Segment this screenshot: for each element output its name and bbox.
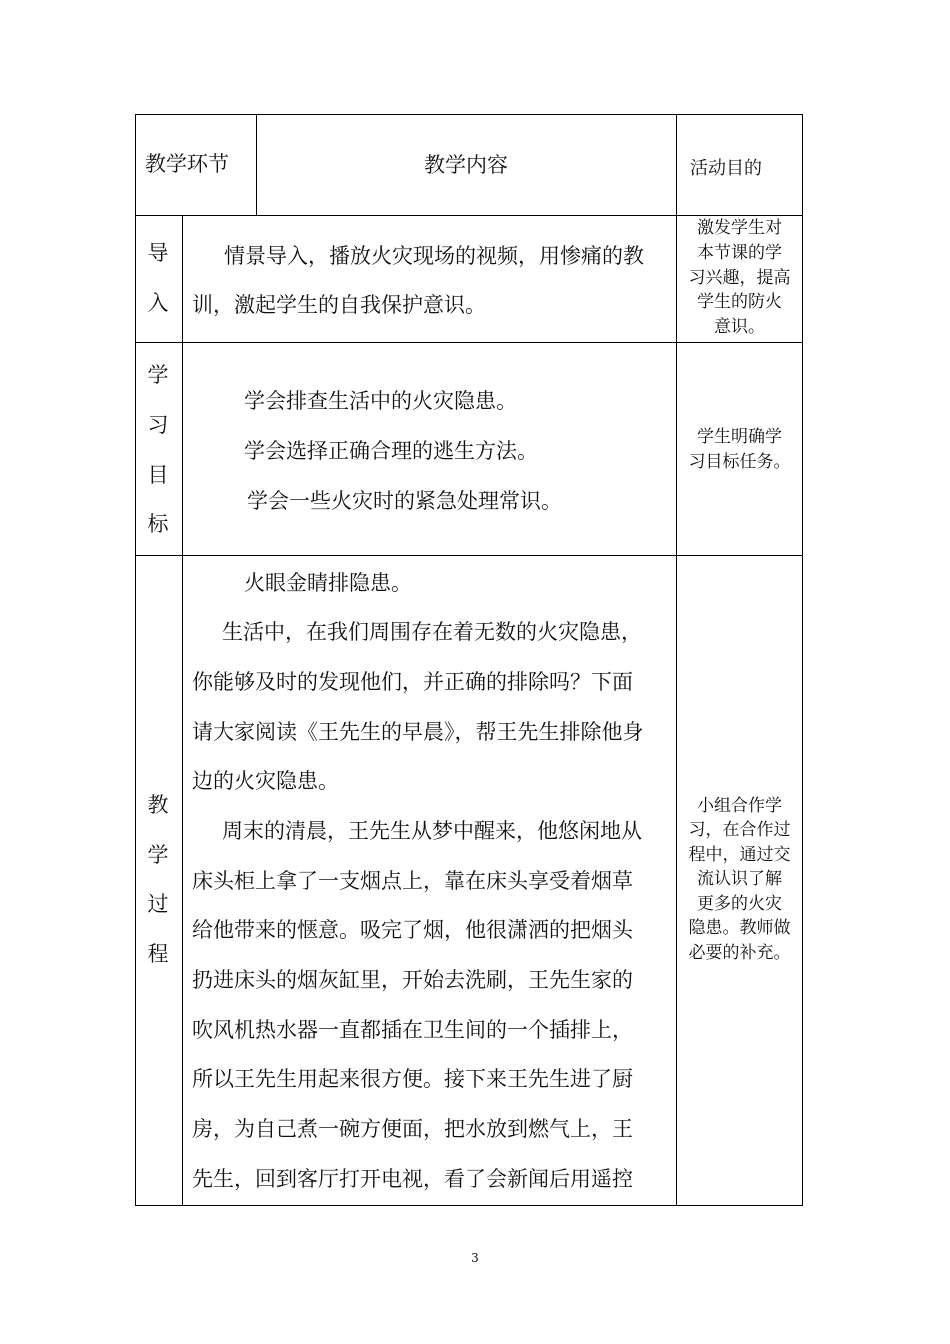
goals-label-char: 学 (147, 363, 169, 387)
process-text-line: 你能够及时的发现他们，并正确的排除吗？下面 (192, 670, 633, 694)
process-purpose-line: 流认识了解 (697, 869, 782, 889)
header-purpose-label: 活动目的 (690, 158, 762, 179)
process-label-char: 学 (147, 843, 169, 867)
intro-row-divider (135, 342, 803, 343)
table-border-top (135, 114, 803, 115)
process-purpose-line: 程中，通过交 (688, 845, 791, 865)
process-text-line: 生活中，在我们周围存在着无数的火灾隐患， (222, 620, 642, 644)
goals-row-divider (135, 555, 803, 556)
header-content-label: 教学内容 (424, 153, 508, 177)
intro-purpose-line: 意识。 (714, 317, 765, 337)
process-purpose-line: 更多的火灾 (697, 894, 782, 914)
process-text-line: 周末的清晨，王先生从梦中醒来，他悠闲地从 (222, 819, 642, 843)
goal-item: 学会选择正确合理的逃生方法。 (244, 439, 538, 463)
header-section-divider (256, 114, 257, 216)
process-label-char: 教 (147, 793, 169, 817)
process-purpose-line: 小组合作学 (697, 796, 782, 816)
process-text-line: 所以王先生用起来很方便。接下来王先生进了厨 (192, 1067, 633, 1091)
intro-purpose-line: 本节课的学 (697, 243, 782, 263)
goals-label-char: 习 (147, 413, 169, 437)
body-label-divider (182, 215, 183, 1206)
process-text-line: 请大家阅读《王先生的早晨》，帮王先生排除他身 (192, 720, 644, 744)
page-number: 3 (471, 1251, 479, 1265)
intro-text-line: 情景导入，播放火灾现场的视频，用惨痛的教 (224, 244, 644, 268)
process-text-line: 先生，回到客厅打开电视，看了会新闻后用遥控 (192, 1167, 633, 1191)
process-label-char: 过 (147, 892, 169, 916)
process-text-line: 边的火灾隐患。 (192, 769, 339, 793)
header-section-label: 教学环节 (145, 152, 229, 176)
process-text-line: 扔进床头的烟灰缸里，开始去洗刷，王先生家的 (192, 968, 633, 992)
process-purpose-line: 必要的补充。 (688, 943, 791, 963)
table-border-right (802, 114, 803, 1206)
process-purpose-line: 习，在合作过 (688, 820, 791, 840)
process-text-line: 房，为自己煮一碗方便面，把水放到燃气上，王 (192, 1117, 633, 1141)
goals-label-char: 目 (147, 463, 169, 487)
table-border-left (135, 114, 136, 1206)
table-border-bottom (135, 1205, 803, 1206)
intro-label-char: 导 (147, 241, 169, 265)
process-text-line: 吹风机热水器一直都插在卫生间的一个插排上， (192, 1018, 633, 1042)
goals-purpose-line: 学生明确学 (697, 427, 782, 447)
intro-label-char: 入 (147, 291, 169, 315)
goals-label-char: 标 (147, 512, 169, 536)
intro-purpose-line: 激发学生对 (697, 218, 782, 238)
goal-item: 学会排查生活中的火灾隐患。 (244, 389, 517, 413)
process-text-line: 床头柜上拿了一支烟点上，靠在床头享受着烟草 (192, 869, 633, 893)
intro-text-line: 训，激起学生的自我保护意识。 (192, 293, 486, 317)
process-subtitle: 火眼金睛排隐患。 (244, 571, 412, 595)
goal-item: 学会一些火灾时的紧急处理常识。 (247, 489, 562, 513)
intro-purpose-line: 习兴趣，提高 (688, 268, 791, 288)
intro-purpose-line: 学生的防火 (697, 292, 782, 312)
purpose-column-divider (676, 114, 677, 1206)
process-purpose-line: 隐患。教师做 (688, 918, 791, 938)
goals-purpose-line: 习目标任务。 (688, 452, 791, 472)
process-label-char: 程 (147, 942, 169, 966)
process-text-line: 给他带来的惬意。吸完了烟，他很潇洒的把烟头 (192, 918, 633, 942)
